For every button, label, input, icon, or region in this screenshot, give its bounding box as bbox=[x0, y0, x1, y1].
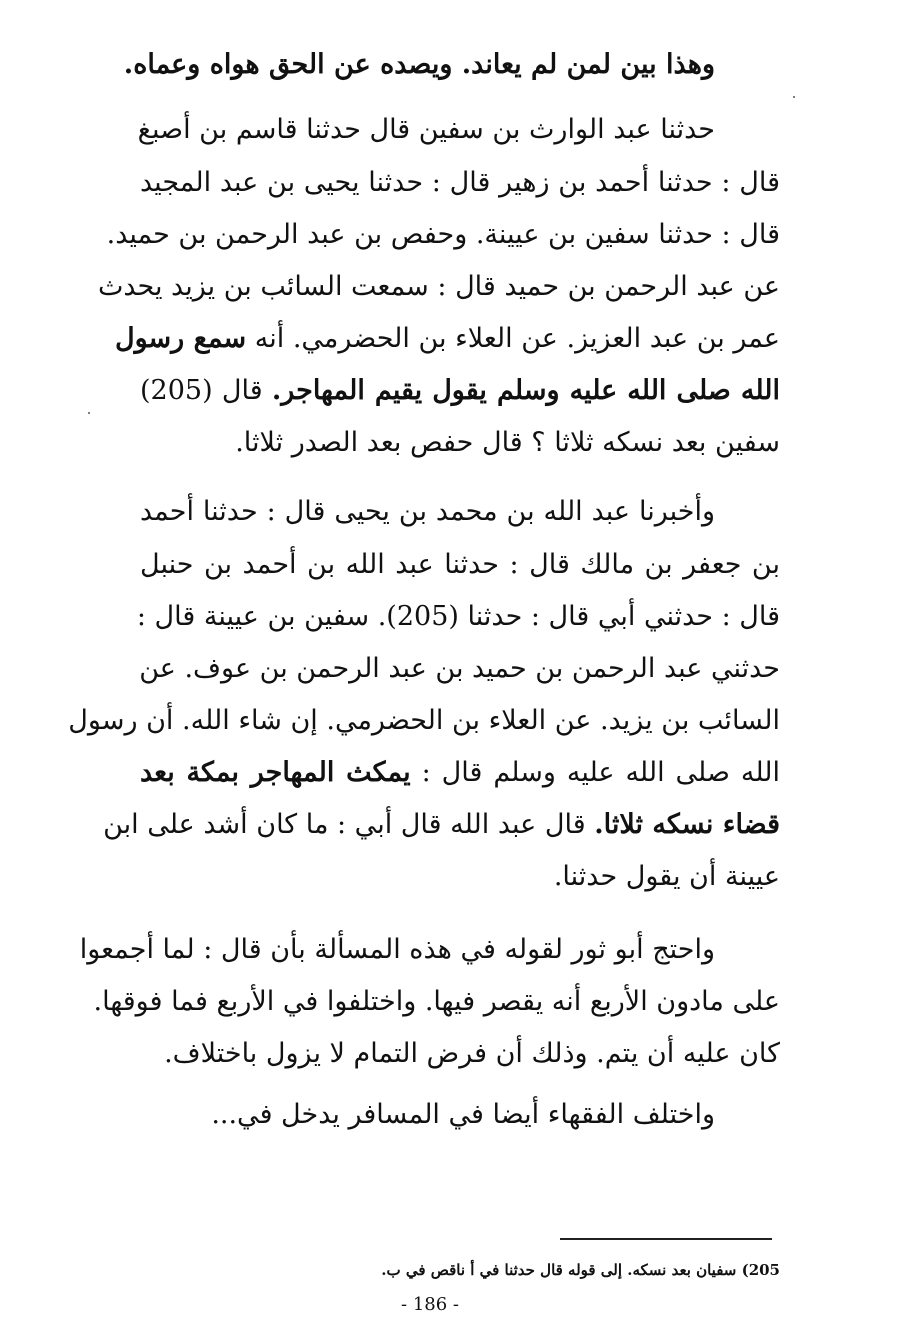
footnote: 205) سفيان بعد نسكه. إلى قوله قال حدثنا في أ ناقص في ب. bbox=[381, 1261, 780, 1279]
line-text: قال (205) bbox=[140, 375, 272, 406]
line-text: قال : حدثنا أحمد بن زهير قال : حدثنا يحيى بن عبد المجيد bbox=[140, 167, 780, 198]
line-text-bold: يمكث المهاجر بمكة بعد bbox=[140, 757, 411, 788]
text-line-9 bbox=[140, 492, 715, 532]
text-line-2 bbox=[137, 110, 715, 150]
line-text: قال : حدثني أبي قال : حدثنا (205). سفين بن عيينة قال : bbox=[136, 601, 780, 632]
line-text: عيينة أن يقول حدثنا. bbox=[553, 861, 780, 892]
text-line-19 bbox=[140, 1034, 780, 1074]
text-line-16 bbox=[140, 857, 780, 897]
line-text: عمر بن عبد العزيز. عن العلاء بن الحضرمي. أنه bbox=[246, 323, 780, 354]
line-text: حدثنا عبد الوارث بن سفين قال حدثنا قاسم بن أصبغ bbox=[137, 114, 715, 145]
page-number: - 186 - bbox=[401, 1294, 459, 1315]
line-text: عن عبد الرحمن بن حميد قال : سمعت السائب بن يزيد يحدث bbox=[97, 271, 780, 302]
line-text: قال عبد الله قال أبي : ما كان أشد على ابن bbox=[103, 809, 595, 840]
text-line-10 bbox=[140, 545, 780, 585]
line-text: سفين بعد نسكه ثلاثا ؟ قال حفص بعد الصدر ثلاثا. bbox=[235, 427, 780, 458]
line-text: قال : حدثنا سفين بن عيينة. وحفص بن عبد الرحمن بن حميد. bbox=[106, 219, 780, 250]
line-text: وأخبرنا عبد الله بن محمد بن يحيى قال : حدثنا أحمد bbox=[140, 496, 715, 527]
line-text: وهذا بين لمن لم يعاند. ويصده عن الحق هواه وعماه. bbox=[123, 49, 715, 80]
text-line-13 bbox=[68, 701, 780, 741]
line-text: حدثني عبد الرحمن بن حميد بن عبد الرحمن بن عوف. عن bbox=[139, 653, 780, 684]
text-line-1 bbox=[123, 45, 715, 85]
text-line-11 bbox=[136, 597, 780, 637]
text-line-5 bbox=[97, 267, 780, 307]
text-line-3 bbox=[140, 163, 780, 203]
line-text-bold: قضاء نسكه ثلاثا. bbox=[594, 809, 780, 840]
text-line-7 bbox=[140, 371, 780, 411]
text-line-18 bbox=[93, 982, 780, 1022]
line-text: كان عليه أن يتم. وذلك أن فرض التمام لا يزول باختلاف. bbox=[164, 1038, 780, 1069]
line-text: بن جعفر بن مالك قال : حدثنا عبد الله بن أحمد بن حنبل bbox=[140, 549, 780, 580]
scan-speck bbox=[793, 96, 795, 98]
line-text: السائب بن يزيد. عن العلاء بن الحضرمي. إن شاء الله. أن رسول bbox=[68, 705, 780, 736]
line-text-bold: سمع رسول bbox=[114, 323, 247, 354]
line-text-bold: الله صلى الله عليه وسلم يقول يقيم المهاجر. bbox=[271, 375, 781, 406]
text-line-15 bbox=[103, 805, 780, 845]
line-text: واحتج أبو ثور لقوله في هذه المسألة بأن قال : لما أجمعوا bbox=[79, 934, 715, 965]
scan-speck bbox=[88, 412, 90, 414]
text-line-4 bbox=[106, 215, 780, 255]
line-text: على مادون الأربع أنه يقصر فيها. واختلفوا في الأربع فما فوقها. bbox=[93, 986, 780, 1017]
text-line-17 bbox=[79, 930, 715, 970]
text-line-12 bbox=[140, 649, 780, 689]
text-line-8 bbox=[140, 423, 780, 463]
text-line-6 bbox=[114, 319, 780, 359]
line-text: الله صلى الله عليه وسلم قال : bbox=[410, 757, 780, 788]
text-line-20 bbox=[140, 1095, 715, 1135]
line-text: واختلف الفقهاء أيضا في المسافر يدخل في... bbox=[211, 1099, 715, 1130]
footnote-rule bbox=[560, 1238, 772, 1240]
text-line-14 bbox=[140, 753, 780, 793]
